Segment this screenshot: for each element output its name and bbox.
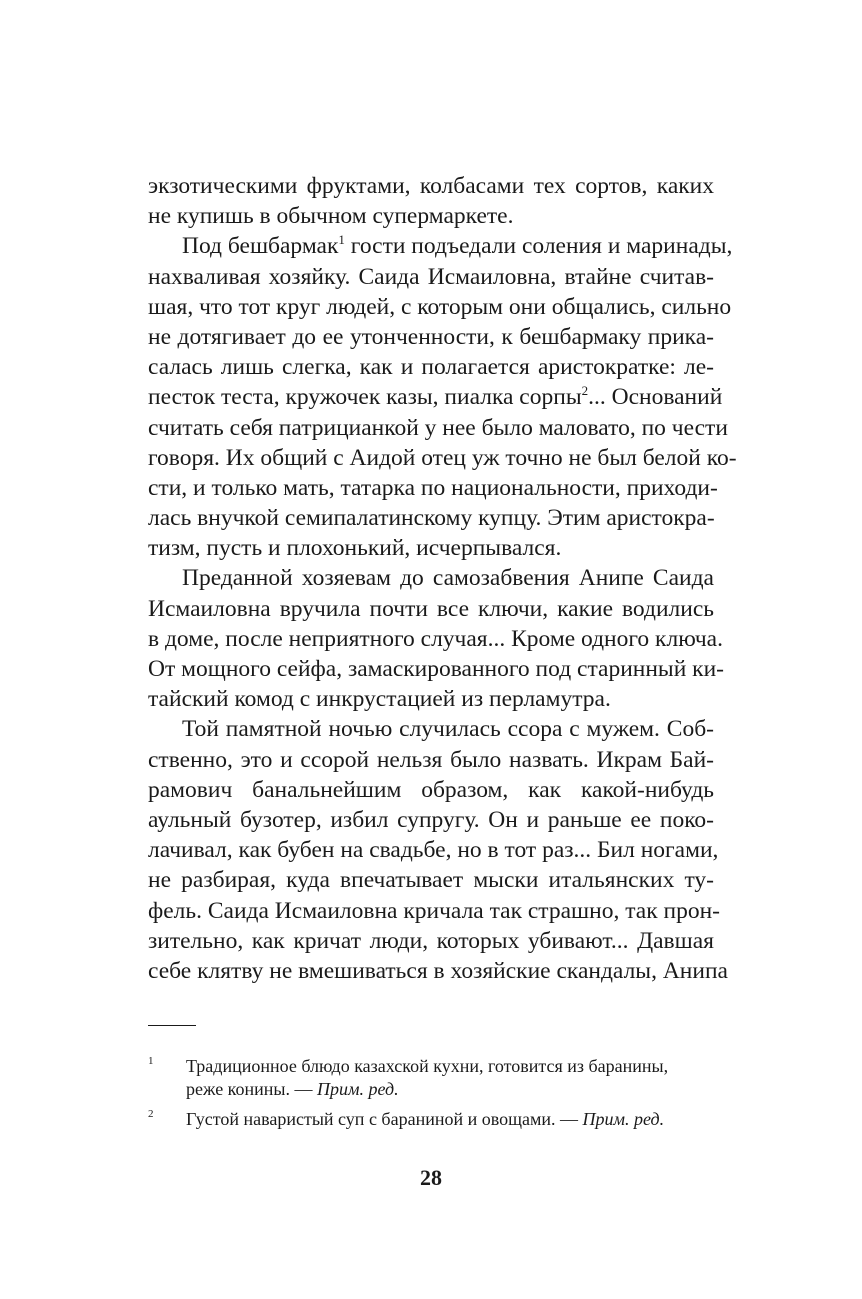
text-line: Исмаиловна вручила почти все ключи, какие водились	[148, 595, 714, 622]
text-fragment: песток теста, кружочек казы, пиалка сорпы	[148, 384, 582, 411]
text-line: зительно, как кричат люди, которых убивают... Давшая	[148, 927, 714, 954]
text-line: сти, и только мать, татарка по национальности, приходи-	[148, 474, 718, 501]
text-line: лась внучкой семипалатинскому купцу. Этим аристокра-	[148, 505, 715, 532]
text-line: нахваливая хозяйку. Саида Исмаиловна, втайне считав-	[148, 263, 714, 290]
text-fragment: Под бешбармак	[182, 233, 339, 260]
text-line: тизм, пусть и плохонький, исчерпывался.	[148, 535, 562, 562]
editor-note: Прим. ред.	[317, 1079, 399, 1099]
text-line: говоря. Их общий с Аидой отец уж точно не был белой ко-	[148, 444, 737, 471]
text-fragment: гости подъедали соления и маринады,	[350, 233, 733, 260]
editor-note: Прим. ред.	[582, 1109, 665, 1129]
text-line: Той памятной ночью случилась ссора с мужем. Соб-	[182, 716, 714, 743]
text-line: тайский комод с инкрустацией из перламутра.	[148, 686, 611, 713]
footnote-2	[148, 1108, 714, 1131]
footnote-text: Густой наваристый суп с бараниной и овощами. —	[186, 1109, 583, 1129]
text-line: От мощного сейфа, замаскированного под старинный ки-	[148, 656, 724, 682]
text-line: не купишь в обычном супермаркете.	[148, 203, 514, 230]
text-line: не разбирая, куда впечатывает мыски итальянских ту-	[148, 867, 714, 894]
text-line	[148, 231, 733, 261]
text-line: фель. Саида Исмаиловна кричала так страшно, так прон-	[148, 897, 720, 924]
main-text	[148, 171, 737, 986]
text-line: рамович банальнейшим образом, как какой-нибудь	[148, 776, 714, 803]
footnote-divider	[148, 1025, 196, 1026]
text-line: в доме, после неприятного случая... Кроме одного ключа.	[148, 625, 723, 652]
footnote-text: реже конины. —	[186, 1079, 318, 1099]
text-fragment: ... Оснований	[588, 384, 723, 411]
footnote-number: 2	[148, 1108, 154, 1120]
text-line: Преданной хозяевам до самозабвения Анипе Саида	[182, 565, 714, 592]
footnote-number: 1	[148, 1055, 154, 1067]
text-line	[148, 382, 723, 412]
text-line: экзотическими фруктами, колбасами тех сортов, каких	[148, 173, 714, 199]
text-line: лачивал, как бубен на свадьбе, но в тот раз... Бил ногами,	[148, 837, 719, 864]
footnotes	[148, 1055, 714, 1138]
page-number: 28	[420, 1165, 442, 1190]
text-line: считать себя патрицианкой у нее было маловато, по чести	[148, 414, 728, 441]
footnote-1	[148, 1055, 714, 1101]
text-line: ственно, это и ссорой нельзя было назвать. Икрам Бай-	[148, 746, 714, 773]
text-line: шая, что тот круг людей, с которым они общались, сильно	[148, 293, 732, 320]
text-line: аульный бузотер, избил супругу. Он и раньше ее поко-	[148, 806, 714, 833]
text-line: салась лишь слегка, как и полагается аристократке: ле-	[148, 354, 714, 381]
text-line: не дотягивает до ее утонченности, к бешбармаку прика-	[148, 323, 714, 350]
footnote-ref-1[interactable]: 1	[338, 232, 345, 248]
footnote-text: Традиционное блюдо казахской кухни, готовится из баранины,	[186, 1056, 669, 1076]
footnote-ref-2[interactable]: 2	[581, 383, 589, 399]
text-line: себе клятву не вмешиваться в хозяйские скандалы, Анипа	[148, 957, 728, 984]
